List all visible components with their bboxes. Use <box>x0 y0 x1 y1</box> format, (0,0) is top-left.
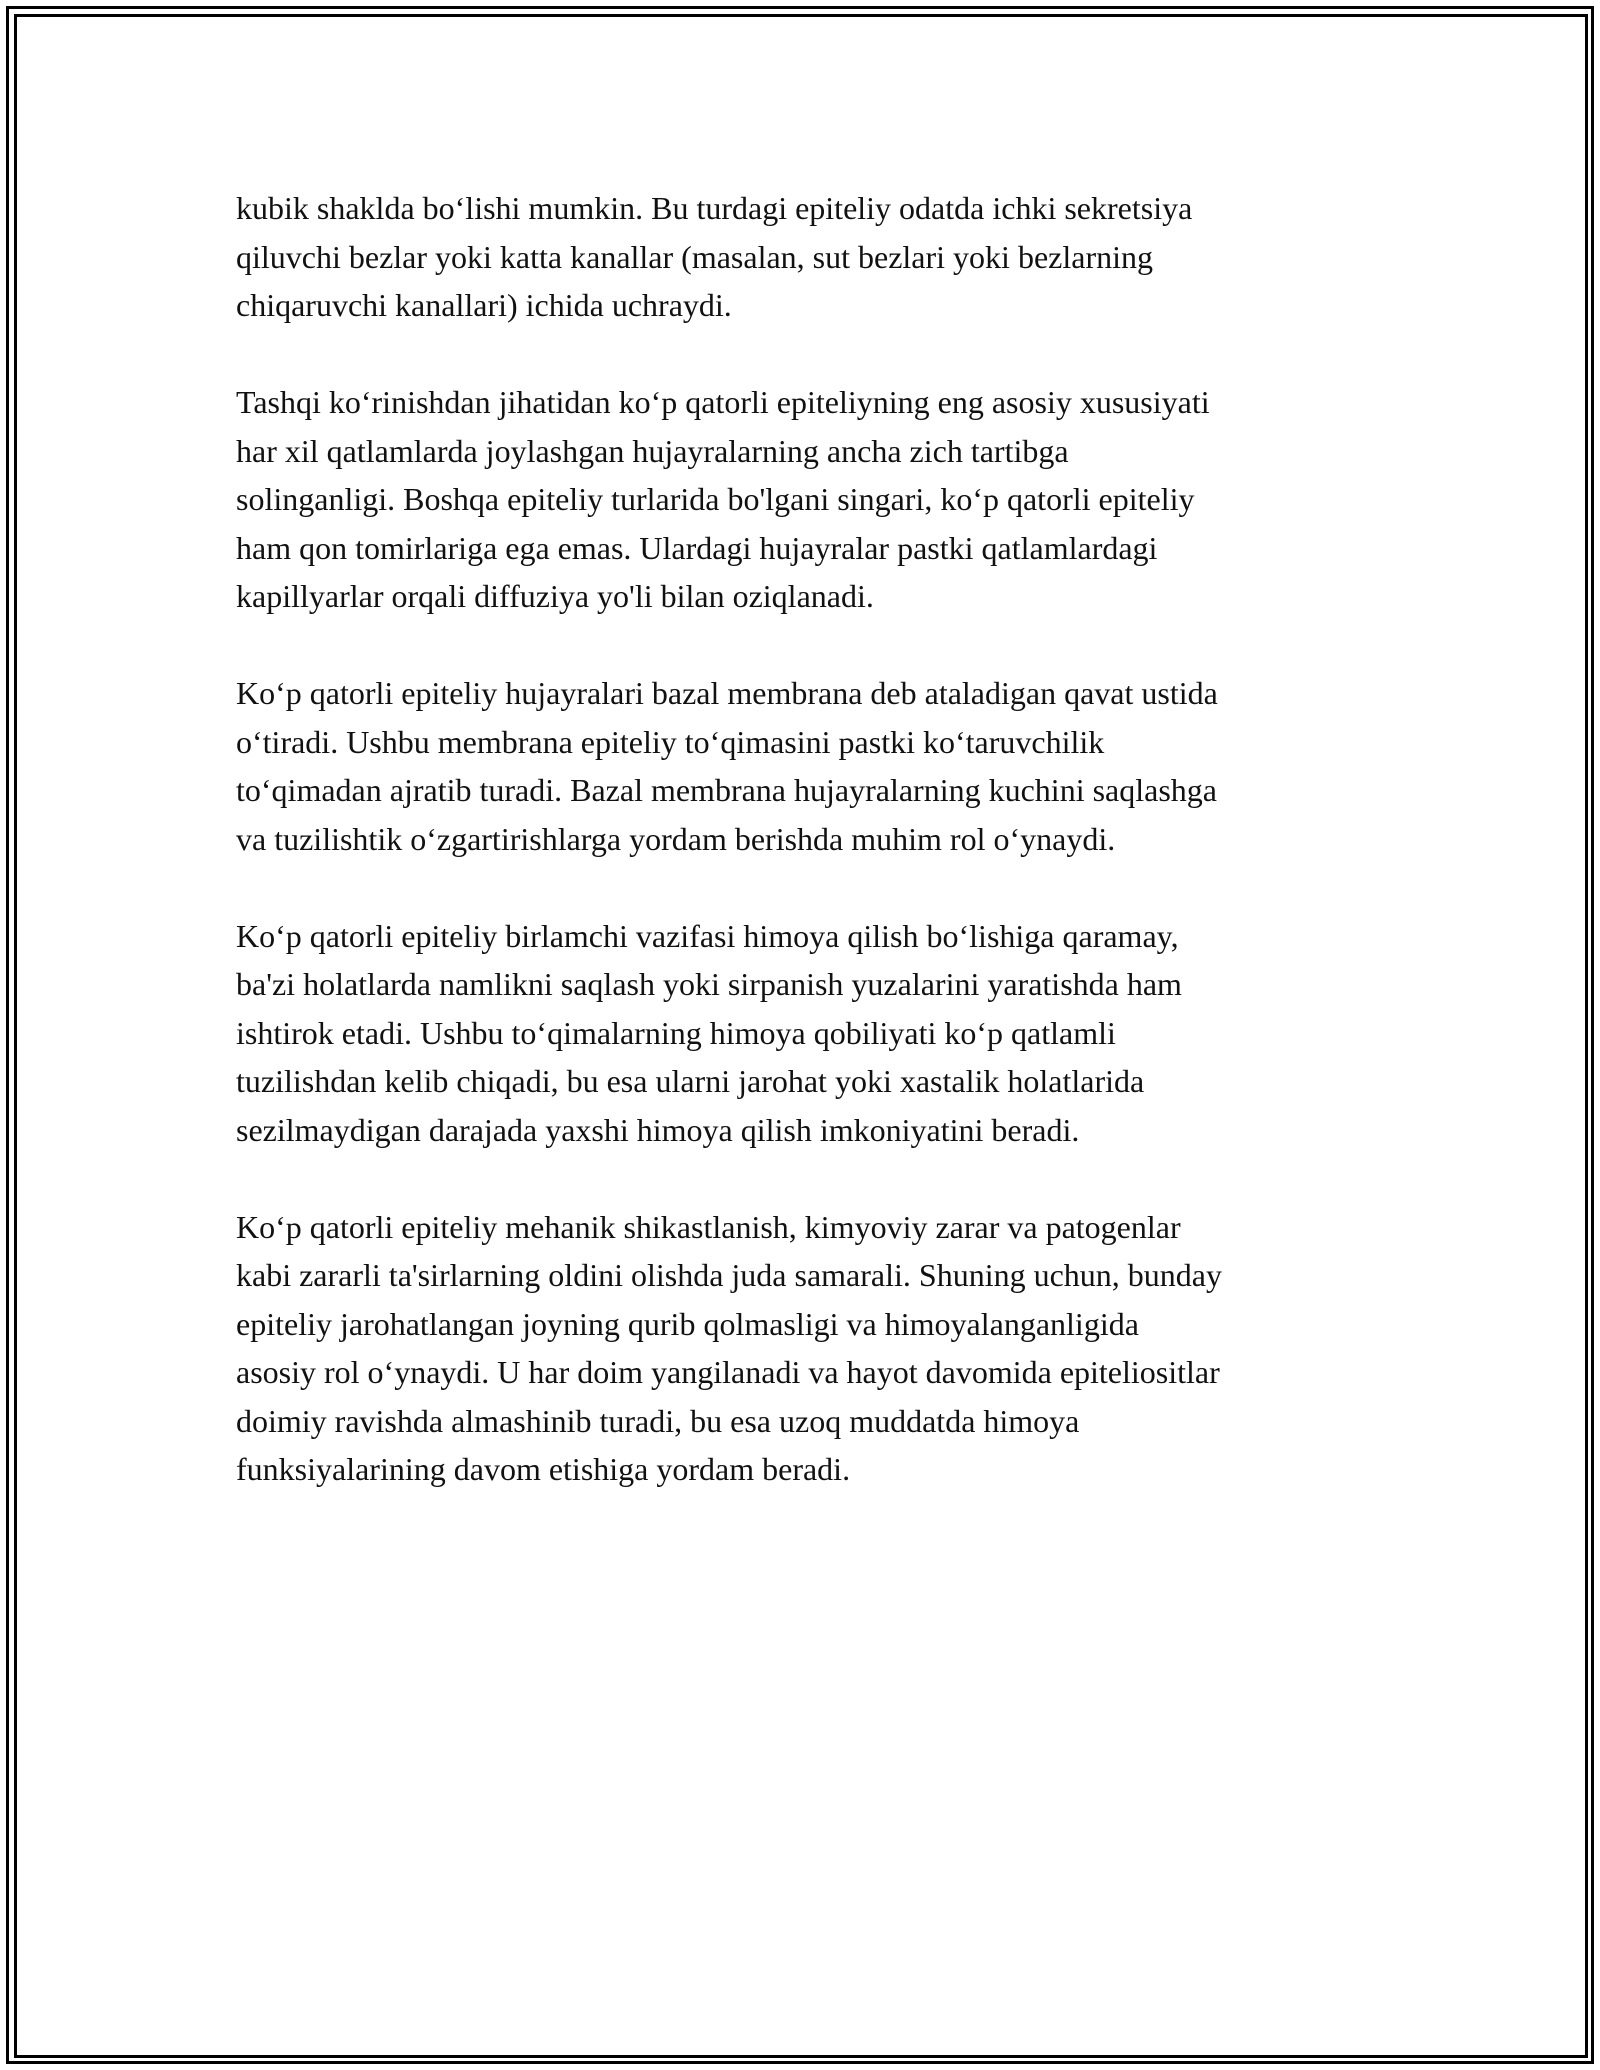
text-line: Ko‘p qatorli epiteliy hujayralari bazal membrana deb ataladigan qavat ustida <box>236 675 1218 711</box>
text-line: qiluvchi bezlar yoki katta kanallar (masalan, sut bezlari yoki bezlarning <box>236 238 1153 275</box>
paragraph-1 <box>236 184 1366 330</box>
text-line: va tuzilishtik o‘zgartirishlarga yordam berishda muhim rol o‘ynaydi. <box>236 820 1116 857</box>
text-line: sezilmaydigan darajada yaxshi himoya qilish imkoniyatini beradi. <box>236 1111 1080 1148</box>
text-line: kubik shaklda bo‘lishi mumkin. Bu turdagi epiteliy odatda ichki sekretsiya <box>236 190 1193 226</box>
text-line: kapillyarlar orqali diffuziya yo'li bilan oziqlanadi. <box>236 578 874 614</box>
text-line: o‘tiradi. Ushbu membrana epiteliy to‘qimasini pastki ko‘taruvchilik <box>236 723 1105 760</box>
paragraph-5 <box>236 1203 1366 1494</box>
text-line: Ko‘p qatorli epiteliy birlamchi vazifasi himoya qilish bo‘lishiga qaramay, <box>236 917 1179 954</box>
paragraph-3 <box>236 669 1366 863</box>
text-line: to‘qimadan ajratib turadi. Bazal membrana hujayralarning kuchini saqlashga <box>236 772 1217 808</box>
text-line: doimiy ravishda almashinib turadi, bu esa uzoq muddatda himoya <box>236 1402 1080 1439</box>
document-body <box>236 184 1366 1542</box>
text-line: Tashqi ko‘rinishdan jihatidan ko‘p qatorli epiteliyning eng asosiy xususiyati <box>236 384 1210 420</box>
text-line: ishtirok etadi. Ushbu to‘qimalarning himoya qobiliyati ko‘p qatlamli <box>236 1014 1116 1051</box>
text-line: chiqaruvchi kanallari) ichida uchraydi. <box>236 287 732 323</box>
paragraph-2 <box>236 378 1366 621</box>
paragraph-4 <box>236 912 1366 1155</box>
text-line: kabi zararli ta'sirlarning oldini olishda juda samarali. Shuning uchun, bunday <box>236 1257 1222 1293</box>
text-line: epiteliy jarohatlangan joyning qurib qolmasligi va himoyalanganligida <box>236 1305 1139 1342</box>
text-line: ham qon tomirlariga ega emas. Ulardagi hujayralar pastki qatlamlardagi <box>236 529 1158 566</box>
text-line: ba'zi holatlarda namlikni saqlash yoki sirpanish yuzalarini yaratishda ham <box>236 966 1182 1002</box>
text-line: Ko‘p qatorli epiteliy mehanik shikastlanish, kimyoviy zarar va patogenlar <box>236 1208 1181 1245</box>
text-line: tuzilishdan kelib chiqadi, bu esa ularni jarohat yoki xastalik holatlarida <box>236 1063 1145 1099</box>
text-line: asosiy rol o‘ynaydi. U har doim yangilanadi va hayot davomida epiteliositlar <box>236 1354 1220 1390</box>
text-line: funksiyalarining davom etishiga yordam beradi. <box>236 1451 851 1487</box>
text-line: solinganligi. Boshqa epiteliy turlarida bo'lgani singari, ko‘p qatorli epiteliy <box>236 481 1195 517</box>
text-line: har xil qatlamlarda joylashgan hujayralarning ancha zich tartibga <box>236 432 1069 469</box>
